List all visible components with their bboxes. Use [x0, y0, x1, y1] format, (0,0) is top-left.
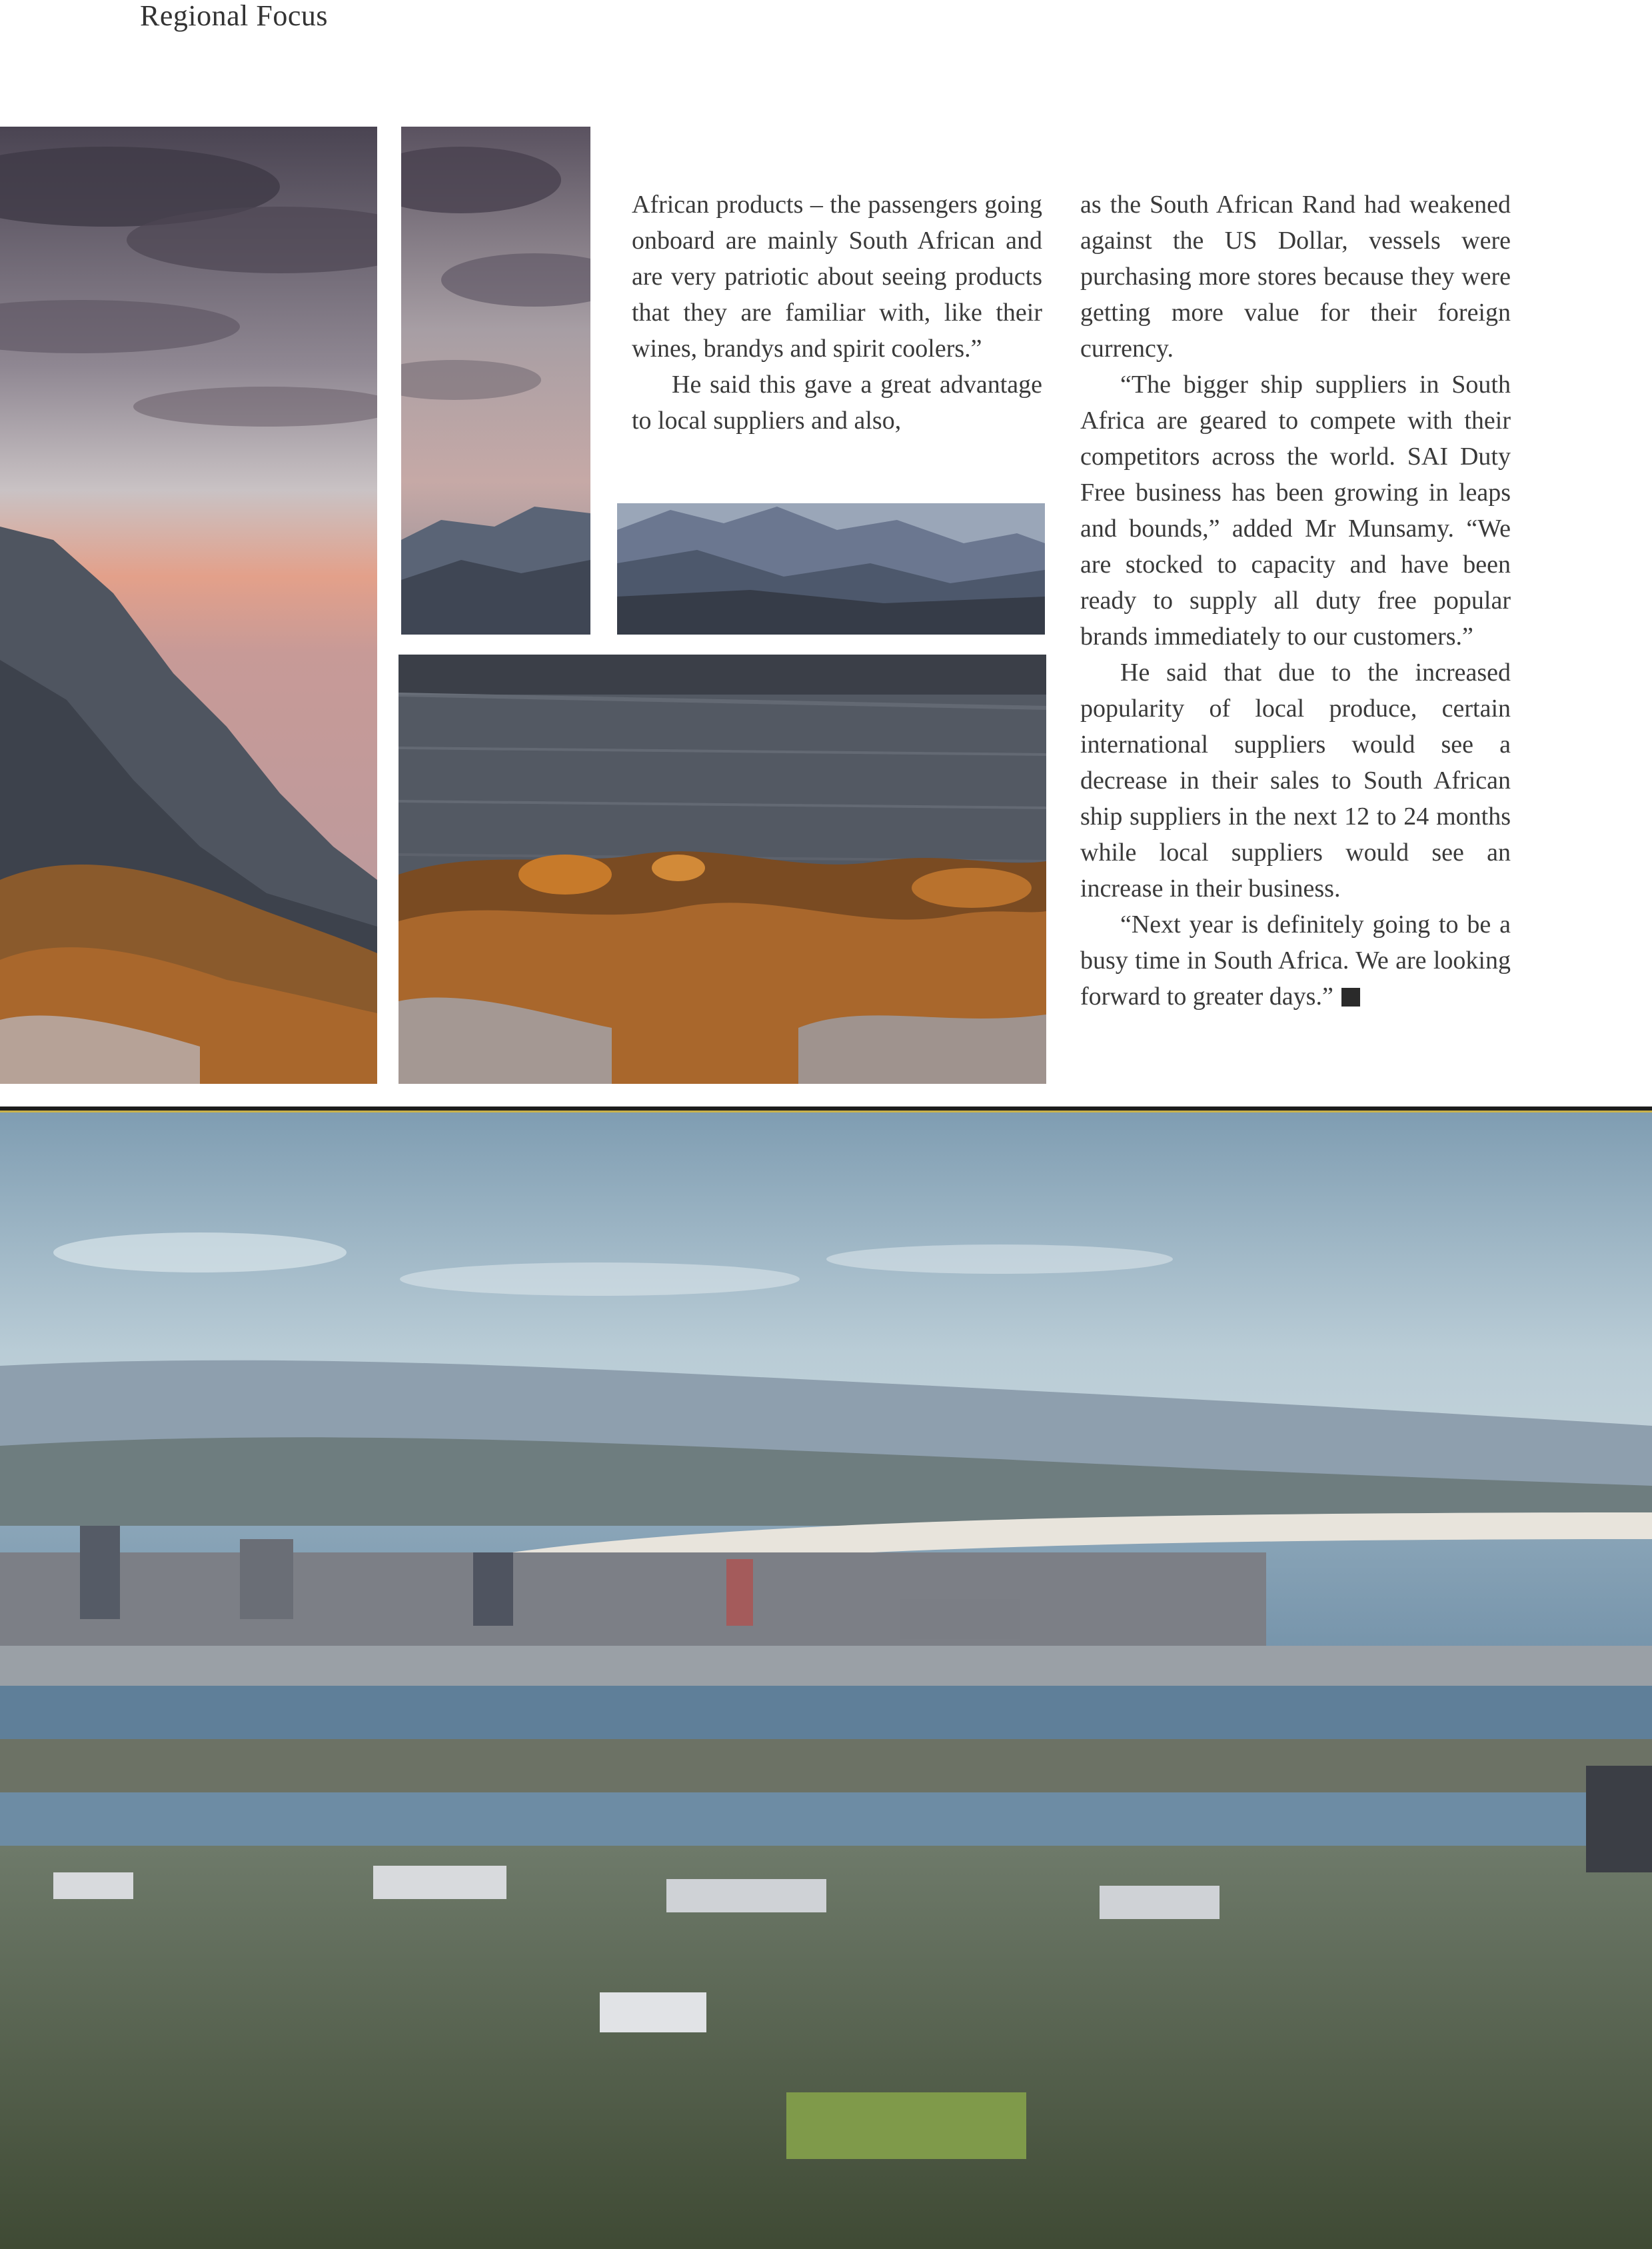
- paragraph: He said this gave a great advantage to local suppliers and also,: [632, 371, 1042, 435]
- harbour-city-photo: [0, 1113, 1652, 2249]
- paragraph: African products – the passengers going onboard are mainly South African and are very patriotic about seeing products that they are familiar with, like their wines, brandys and spirit coolers.”: [632, 191, 1042, 363]
- clouds-mountains-photo: [401, 127, 590, 635]
- paragraph: He said that due to the increased popularity of local produce, certain international suppliers would see a decrease in their sales to South African ship suppliers in the next 12 to 24 months while local suppliers would see an increase in their business.: [1080, 659, 1511, 903]
- article-column-left: [632, 187, 1042, 439]
- section-title: Regional Focus: [140, 0, 328, 32]
- end-of-article-icon: [1341, 988, 1360, 1007]
- coastline-dusk-photo: [0, 127, 377, 1084]
- paragraph: “Next year is definitely going to be a busy time in South Africa. We are looking forward to greater days.”: [1080, 911, 1511, 1011]
- paragraph: “The bigger ship suppliers in South Africa are geared to compete with their competitors across the world. SAI Duty Free business has been growing in leaps and bounds,” added Mr Munsamy. “We are stocked to capacity and have been ready to supply all duty free popular brands immediately to our customers.”: [1080, 371, 1511, 651]
- paragraph: as the South African Rand had weakened against the US Dollar, vessels were purchasing more stores because they were getting more value for their foreign currency.: [1080, 191, 1511, 363]
- mountain-ridge-photo: [617, 503, 1045, 635]
- article-column-right: [1080, 187, 1511, 1015]
- cliffs-shrubs-photo: [399, 655, 1046, 1084]
